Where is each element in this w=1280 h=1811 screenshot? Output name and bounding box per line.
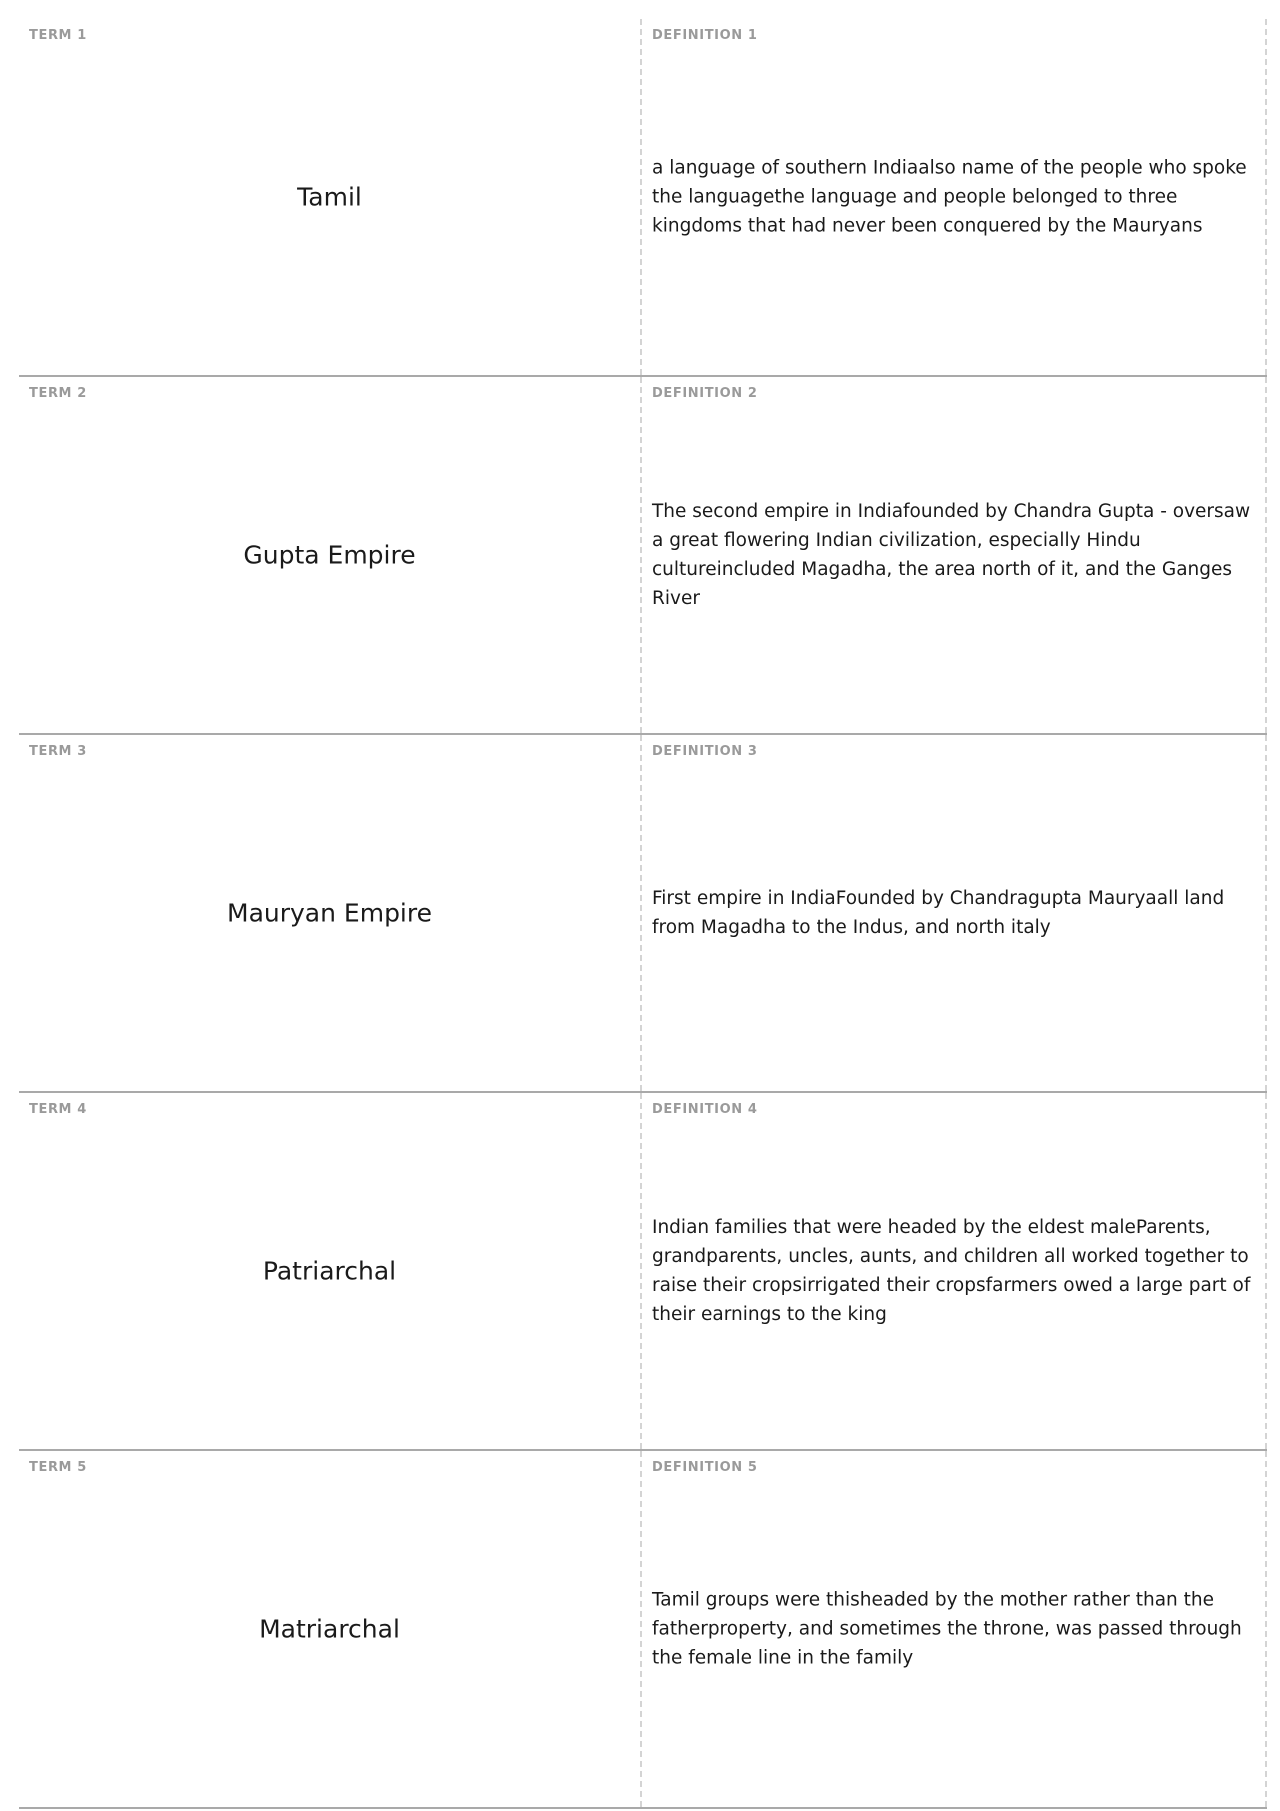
flashcard-row [19, 1451, 1267, 1809]
term-label: TERM 5 [29, 1460, 87, 1475]
definition-cell [642, 1093, 1267, 1449]
flashcard-row [19, 1093, 1267, 1451]
term-text: Matriarchal [259, 1614, 400, 1644]
term-cell [19, 1451, 642, 1807]
term-label: TERM 1 [29, 28, 87, 43]
term-label: TERM 4 [29, 1102, 87, 1117]
term-text: Tamil [297, 182, 362, 212]
definition-text: First empire in IndiaFounded by Chandragupta Mauryaall land from Magadha to the Indus, and north italy [652, 888, 1225, 938]
term-cell [19, 19, 642, 375]
definition-cell [642, 1451, 1267, 1807]
flashcard-row [19, 19, 1267, 377]
term-cell [19, 377, 642, 733]
definition-label: DEFINITION 2 [652, 386, 758, 401]
definition-cell [642, 19, 1267, 375]
term-text: Gupta Empire [243, 540, 416, 570]
definition-label: DEFINITION 4 [652, 1102, 758, 1117]
term-text: Mauryan Empire [227, 898, 432, 928]
term-cell [19, 735, 642, 1091]
definition-text: a language of southern Indiaalso name of the people who spoke the languagethe language and people belonged to three kingdoms that had never been conquered by the Mauryans [652, 157, 1247, 237]
term-text: Patriarchal [262, 1256, 397, 1286]
definition-cell [642, 735, 1267, 1091]
definition-cell [642, 377, 1267, 733]
flashcard-row [19, 735, 1267, 1093]
definition-label: DEFINITION 5 [652, 1460, 758, 1475]
definition-text: Indian families that were headed by the eldest maleParents, grandparents, uncles, aunts, and children all worked together to raise their cropsirrigated their cropsfarmers owed a large part of their earnings to the king [652, 1217, 1251, 1325]
definition-label: DEFINITION 3 [652, 744, 758, 759]
flashcard-sheet [19, 19, 1267, 1809]
definition-text: The second empire in Indiafounded by Chandra Gupta - oversaw a great flowering Indian civilization, especially Hindu cultureincluded Magadha, the area north of it, and the Ganges River [652, 501, 1251, 609]
term-label: TERM 3 [29, 744, 87, 759]
definition-label: DEFINITION 1 [652, 28, 758, 43]
definition-text: Tamil groups were thisheaded by the mother rather than the fatherproperty, and sometimes the throne, was passed through the female line in the family [652, 1589, 1242, 1669]
term-label: TERM 2 [29, 386, 87, 401]
term-cell [19, 1093, 642, 1449]
flashcard-row [19, 377, 1267, 735]
